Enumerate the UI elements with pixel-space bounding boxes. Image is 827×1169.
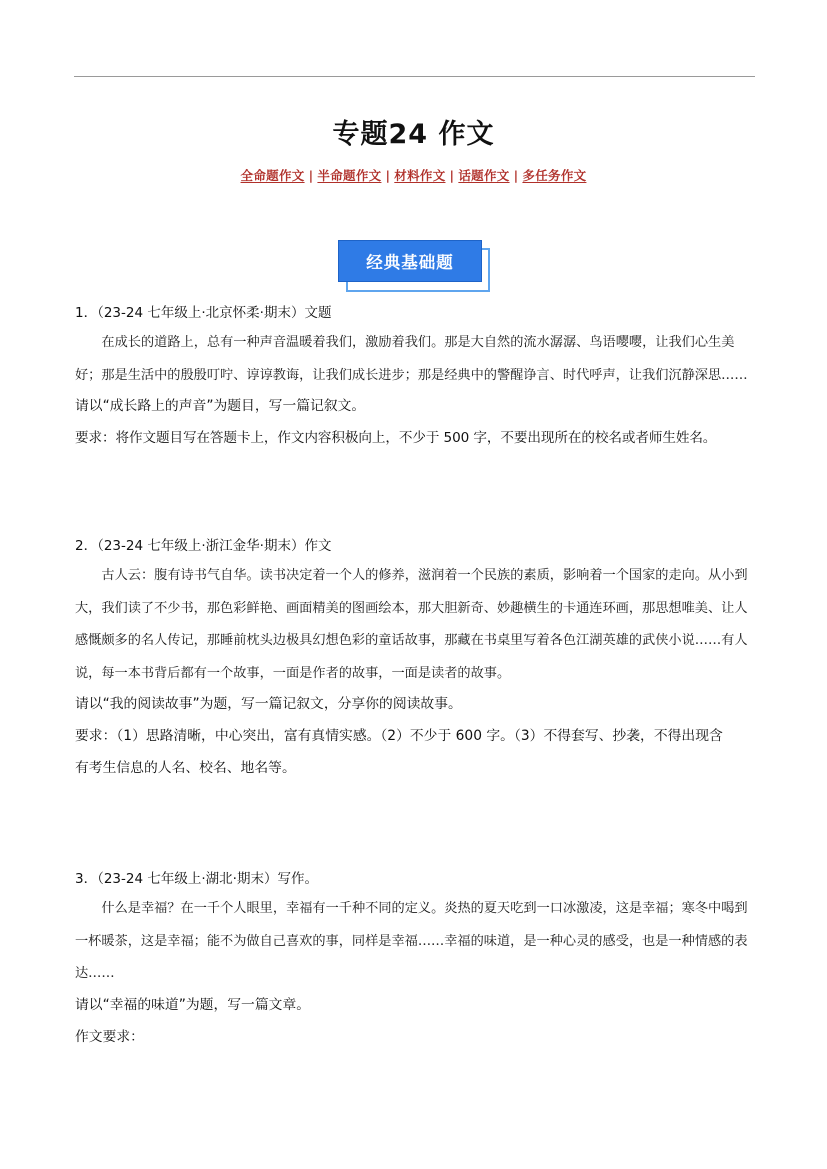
- question-2: [75, 536, 755, 778]
- question-requirement-cont: 有考生信息的人名、校名、地名等。: [75, 760, 296, 776]
- top-rule: [74, 76, 755, 77]
- question-head: 2．（23-24 七年级上·浙江金华·期末）作文: [75, 538, 332, 554]
- question-passage: 古人云：腹有诗书气自华。读书决定着一个人的修养，滋润着一个民族的素质，影响着一个国家的走向。从小到大，我们读了不少书，那色彩鲜艳、画面精美的图画绘本，那大胆新奇、妙趣横生的卡通连环画，那思想唯美、让人感慨颇多的名人传记，那睡前枕头边极具幻想色彩的童话故事，那藏在书桌里写着各色江湖英雄的武侠小说……有人说，每一本书背后都有一个故事，一面是作者的故事，一面是读者的故事。: [75, 568, 748, 681]
- tag-full-title[interactable]: 全命题作文: [240, 168, 305, 183]
- question-prompt: 请以“成长路上的声音”为题目，写一篇记叙文。: [75, 398, 366, 414]
- question-head: 1．（23-24 七年级上·北京怀柔·期末）文题: [75, 305, 332, 321]
- question-prompt: 请以“幸福的味道”为题，写一篇文章。: [75, 996, 311, 1013]
- tag-material[interactable]: 材料作文: [394, 168, 446, 183]
- tag-separator: |: [385, 168, 391, 183]
- tag-separator: |: [308, 168, 314, 183]
- page-title: 专题24 作文: [332, 119, 495, 150]
- section-badge: [338, 240, 488, 290]
- question-passage: 在成长的道路上，总有一种声音温暖着我们，激励着我们。那是大自然的流水潺潺、鸟语嘤嘤，让我们心生美好；那是生活中的殷殷叮咛、谆谆教诲，让我们成长进步；那是经典中的警醒诤言、时代呼声，让我们沉静深思……: [75, 335, 748, 383]
- tag-half-title[interactable]: 半命题作文: [317, 168, 382, 183]
- question-requirement: 要求：（1）思路清晰，中心突出，富有真情实感。（2）不少于 600 字。（3）不得套写、抄袭，不得出现含: [75, 728, 723, 744]
- question-passage: 什么是幸福？在一千个人眼里，幸福有一千种不同的定义。炎热的夏天吃到一口冰激凌，这是幸福；寒冬中喝到一杯暖茶，这是幸福；能不为做自己喜欢的事，同样是幸福……幸福的味道，是一种心灵的感受，也是一种情感的表达……: [75, 901, 748, 981]
- tag-separator: |: [449, 168, 455, 183]
- question-head: 3．（23-24 七年级上·湖北·期末）写作。: [75, 871, 318, 887]
- question-requirement: 要求：将作文题目写在答题卡上，作文内容积极向上，不少于 500 字，不要出现所在的校名或者师生姓名。: [75, 430, 717, 446]
- tag-topic[interactable]: 话题作文: [458, 168, 510, 183]
- question-3: [75, 869, 755, 1047]
- question-prompt: 请以“我的阅读故事”为题，写一篇记叙文，分享你的阅读故事。: [75, 696, 462, 712]
- tag-separator: |: [513, 168, 519, 183]
- question-1: [75, 303, 755, 448]
- question-requirement: 作文要求：: [75, 1028, 144, 1045]
- tag-multi-task[interactable]: 多任务作文: [522, 168, 587, 183]
- section-badge-label: 经典基础题: [338, 240, 482, 282]
- category-tags: [0, 166, 827, 184]
